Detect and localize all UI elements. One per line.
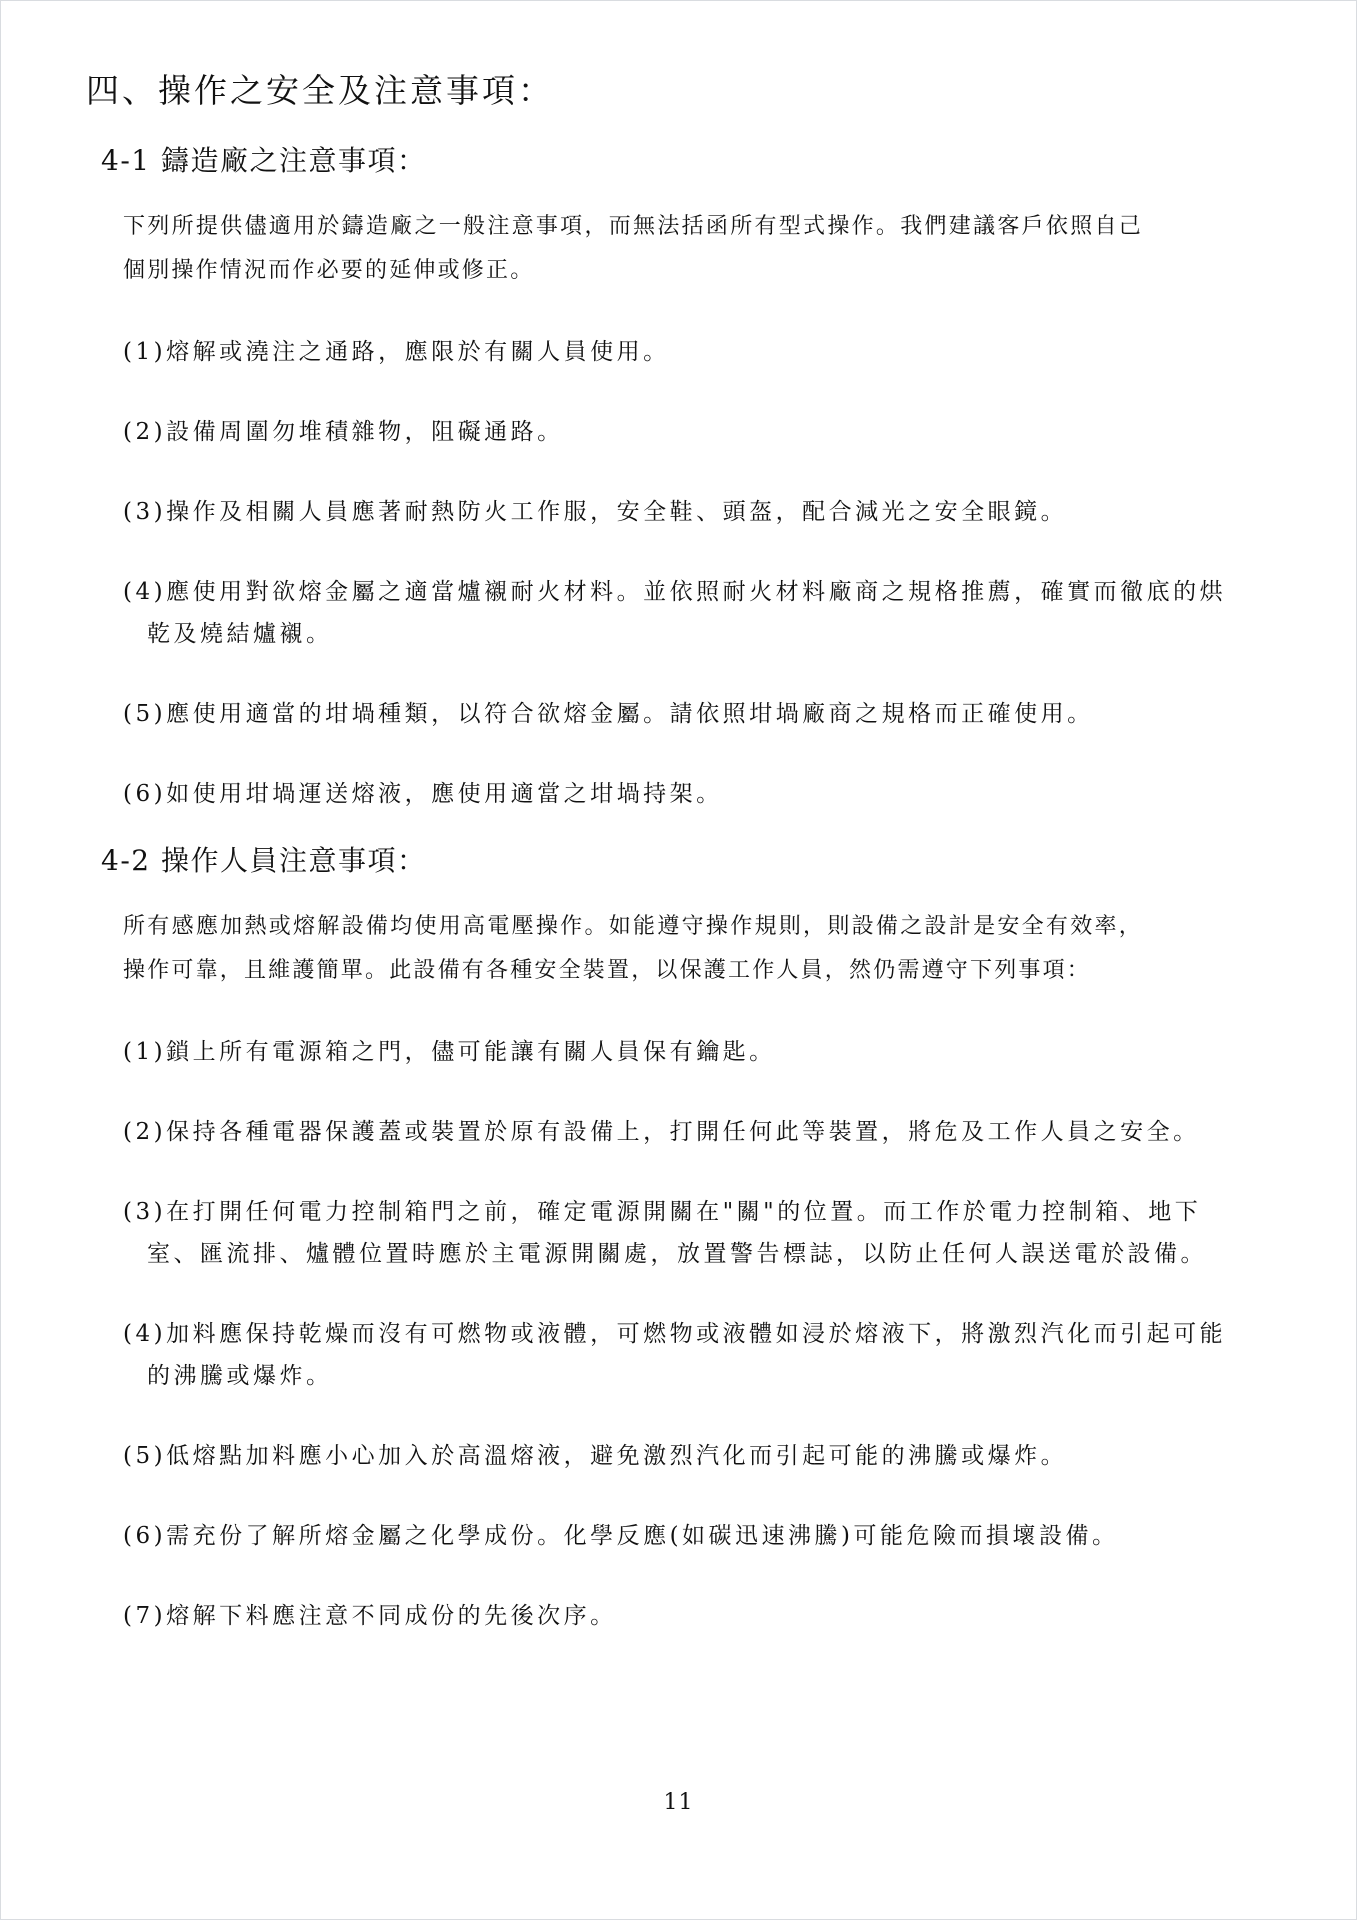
list-item: (1)熔解或澆注之通路，應限於有關人員使用。 bbox=[123, 339, 670, 365]
list-item: (4)加料應保持乾燥而沒有可燃物或液體，可燃物或液體如浸於熔液下，將激烈汽化而引起可能的沸騰或爆炸。 bbox=[123, 1321, 1227, 1389]
list-item: (5)應使用適當的坩堝種類，以符合欲熔金屬。請依照坩堝廠商之規格而正確使用。 bbox=[123, 701, 1094, 727]
list-item: (5)低熔點加料應小心加入於高溫熔液，避免激烈汽化而引起可能的沸騰或爆炸。 bbox=[123, 1443, 1068, 1469]
list-item: (6)如使用坩堝運送熔液，應使用適當之坩堝持架。 bbox=[123, 781, 723, 807]
list-item: (3)在打開任何電力控制箱門之前，確定電源開關在"關"的位置。而工作於電力控制箱、地下室、匯流排、爐體位置時應於主電源開關處，放置警告標誌，以防止任何人誤送電於設備。 bbox=[123, 1199, 1207, 1267]
list-item: (6)需充份了解所熔金屬之化學成份。化學反應(如碳迅速沸騰)可能危險而損壞設備。 bbox=[123, 1523, 1119, 1549]
section-4-2-intro: 所有感應加熱或熔解設備均使用高電壓操作。如能遵守操作規則，則設備之設計是安全有效率，操作可靠，且維護簡單。此設備有各種安全裝置，以保護工作人員，然仍需遵守下列事項： bbox=[123, 914, 1143, 983]
section-4-1-intro: 下列所提供儘適用於鑄造廠之一般注意事項，而無法括函所有型式操作。我們建議客戶依照自己個別操作情況而作必要的延伸或修正。 bbox=[123, 214, 1143, 283]
section-4-1-heading: 4-1 鑄造廠之注意事項： bbox=[101, 144, 427, 177]
list-item: (2)保持各種電器保護蓋或裝置於原有設備上，打開任何此等裝置，將危及工作人員之安全。 bbox=[123, 1119, 1200, 1145]
list-item: (4)應使用對欲熔金屬之適當爐襯耐火材料。並依照耐火材料廠商之規格推薦，確實而徹底的烘乾及燒結爐襯。 bbox=[123, 579, 1227, 647]
section-4-2 bbox=[86, 841, 1276, 1637]
list-item: (1)鎖上所有電源箱之門，儘可能讓有關人員保有鑰匙。 bbox=[123, 1039, 776, 1065]
list-item: (7)熔解下料應注意不同成份的先後次序。 bbox=[123, 1603, 617, 1629]
section-4-1 bbox=[86, 141, 1276, 815]
page-title: 四、操作之安全及注意事項： bbox=[86, 71, 554, 110]
section-4-2-heading: 4-2 操作人員注意事項： bbox=[101, 844, 427, 877]
list-item: (3)操作及相關人員應著耐熱防火工作服，安全鞋、頭盔，配合減光之安全眼鏡。 bbox=[123, 499, 1068, 525]
list-item: (2)設備周圍勿堆積雜物，阻礙通路。 bbox=[123, 419, 564, 445]
page-number: 11 bbox=[663, 1790, 694, 1815]
